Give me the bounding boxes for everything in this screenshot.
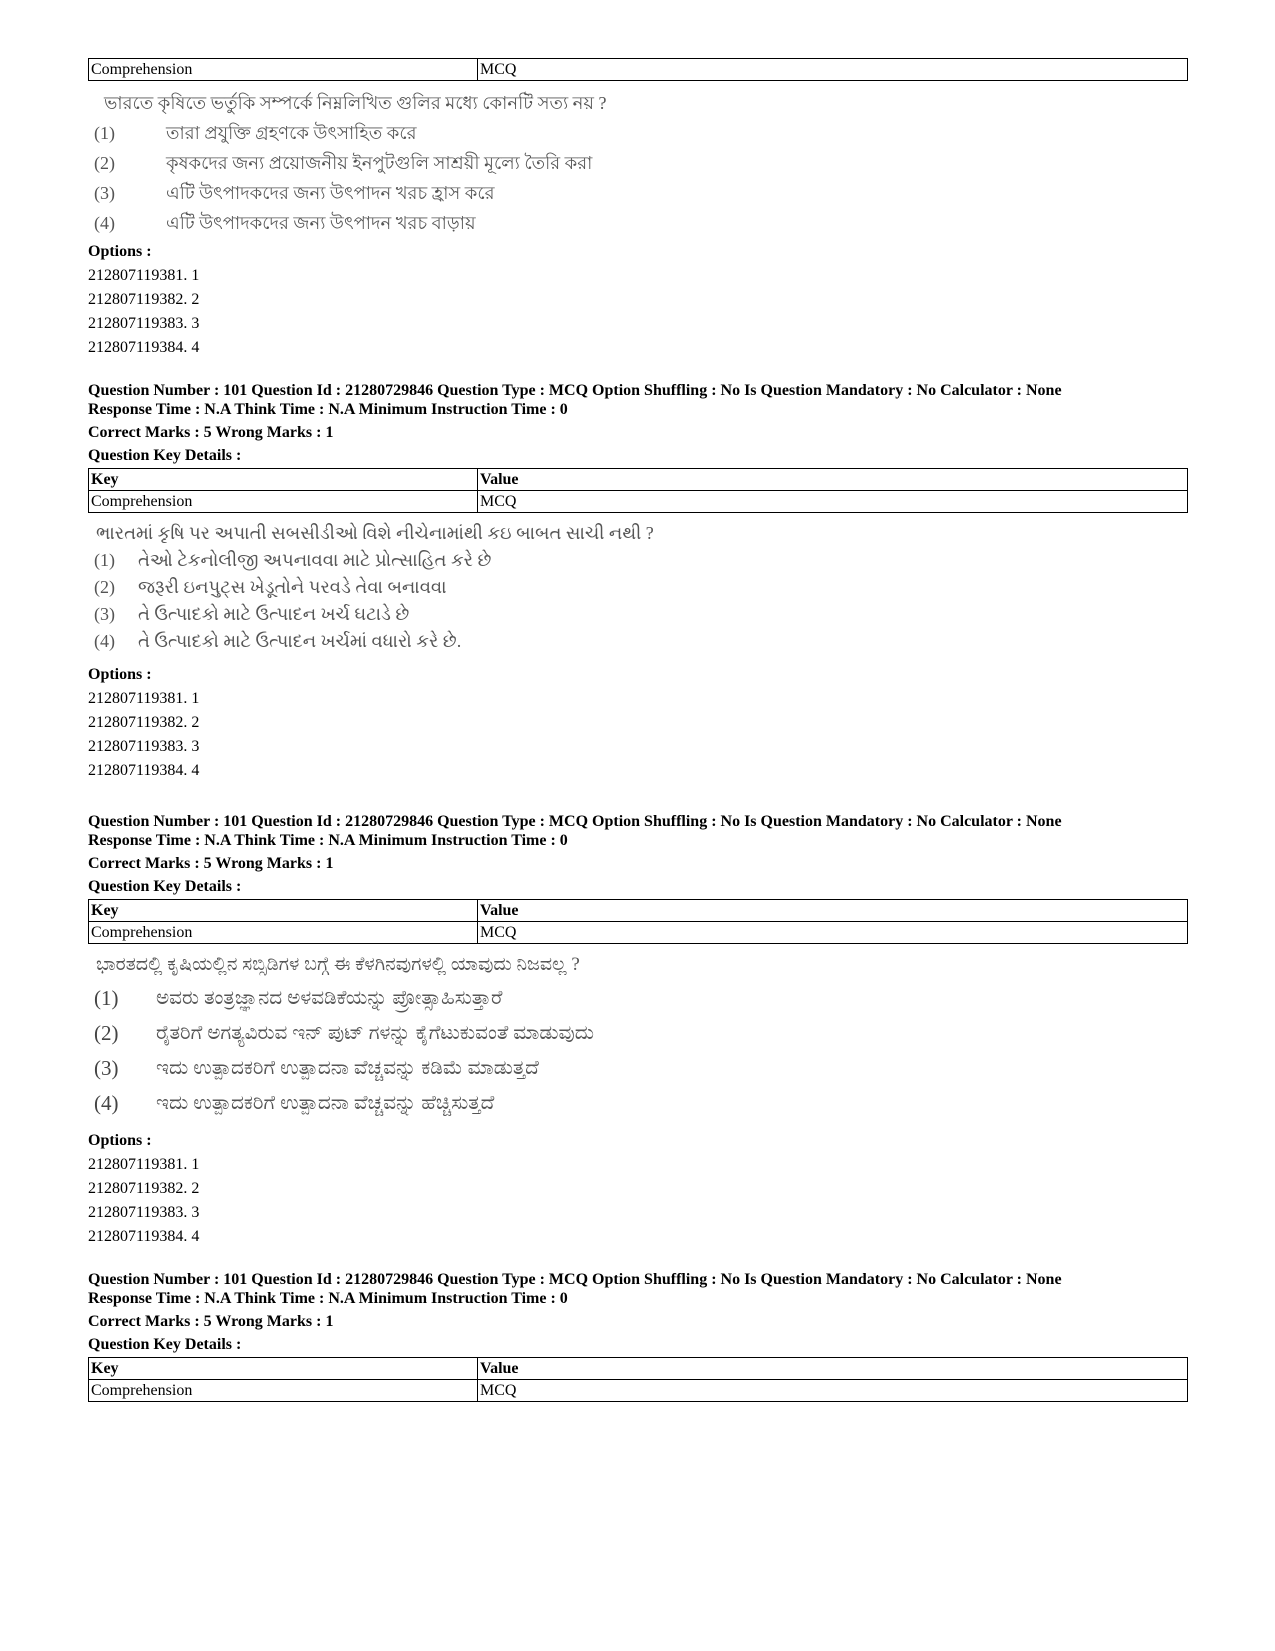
question-option bbox=[88, 981, 1188, 1016]
question-option bbox=[88, 1016, 1188, 1051]
option-number: (2) bbox=[94, 577, 115, 597]
question-text: ভারতে কৃষিতে ভর্তুকি সম্পর্কে নিম্নলিখিত গুলির মধ্যে কোনটি সত্য নয় ? bbox=[104, 93, 607, 113]
option-text: তারা প্রযুক্তি গ্রহণকে উৎসাহিত করে bbox=[166, 123, 417, 143]
table-row bbox=[89, 1380, 1188, 1402]
question-image bbox=[88, 88, 1188, 238]
key-header: Key bbox=[89, 900, 478, 922]
options-label: Options : bbox=[88, 1132, 152, 1149]
key-details-table bbox=[88, 1357, 1188, 1402]
key-cell: Comprehension bbox=[89, 922, 478, 944]
option-text: এটি উৎপাদকদের জন্য উৎপাদন খরচ বাড়ায় bbox=[166, 213, 476, 233]
question-option bbox=[88, 1051, 1188, 1086]
option-line: 212807119383. 3 bbox=[88, 738, 200, 755]
option-number: (1) bbox=[94, 550, 115, 570]
option-text: কৃষকদের জন্য প্রয়োজনীয় ইনপুটগুলি সাশ্রয়ী মূল্যে তৈরি করা bbox=[166, 153, 593, 173]
table-header-row bbox=[89, 900, 1188, 922]
value-header: Value bbox=[478, 900, 1188, 922]
question-meta-line: Question Number : 101 Question Id : 21280729846 Question Type : MCQ Option Shuffling : No Is Question Mandatory : No Calculator : None bbox=[88, 382, 1062, 399]
option-text: ಇದು ಉತ್ಪಾದಕರಿಗೆ ಉತ್ಪಾದನಾ ವೆಚ್ಚವನ್ನು ಕಡಿಮೆ ಮಾಡುತ್ತದೆ bbox=[156, 1057, 539, 1079]
question-block-3 bbox=[88, 1270, 1188, 1402]
question-block-0 bbox=[88, 58, 1188, 360]
question-image bbox=[88, 519, 1188, 655]
option-line: 212807119384. 4 bbox=[88, 762, 200, 779]
option-line: 212807119382. 2 bbox=[88, 1180, 200, 1197]
option-line: 212807119384. 4 bbox=[88, 339, 200, 356]
option-number: (2) bbox=[94, 153, 115, 173]
option-number: (3) bbox=[94, 1056, 119, 1080]
option-number: (3) bbox=[94, 604, 115, 624]
question-option bbox=[88, 148, 1188, 178]
options-label: Options : bbox=[88, 666, 152, 683]
value-header: Value bbox=[478, 1358, 1188, 1380]
option-number: (1) bbox=[94, 986, 119, 1010]
table-row bbox=[89, 59, 1188, 81]
table-header-row bbox=[89, 469, 1188, 491]
question-meta-line: Response Time : N.A Think Time : N.A Minimum Instruction Time : 0 bbox=[88, 401, 568, 418]
key-details-table bbox=[88, 899, 1188, 944]
question-block-2 bbox=[88, 812, 1188, 1249]
table-header-row bbox=[89, 1358, 1188, 1380]
question-option bbox=[88, 118, 1188, 148]
option-text: તે ઉત્પાદકો માટે ઉત્પાદન ખર્ચમાં વધારો કરે છે. bbox=[138, 631, 462, 651]
value-cell: MCQ bbox=[478, 491, 1188, 513]
option-number: (1) bbox=[94, 123, 115, 143]
option-text: এটি উৎপাদকদের জন্য উৎপাদন খরচ হ্রাস করে bbox=[166, 183, 495, 203]
question-option bbox=[88, 208, 1188, 238]
question-meta-line: Question Number : 101 Question Id : 21280729846 Question Type : MCQ Option Shuffling : No Is Question Mandatory : No Calculator : None bbox=[88, 1271, 1062, 1288]
option-line: 212807119381. 1 bbox=[88, 267, 200, 284]
option-number: (3) bbox=[94, 183, 115, 203]
value-cell: MCQ bbox=[478, 1380, 1188, 1402]
question-meta-line: Response Time : N.A Think Time : N.A Minimum Instruction Time : 0 bbox=[88, 832, 568, 849]
key-details-label: Question Key Details : bbox=[88, 1336, 242, 1353]
options-label: Options : bbox=[88, 243, 152, 260]
question-option bbox=[88, 601, 1188, 628]
question-image bbox=[88, 949, 1188, 1121]
option-text: તે ઉત્પાદકો માટે ઉત્પાદન ખર્ચ ઘટાડે છે bbox=[138, 604, 410, 624]
option-number: (4) bbox=[94, 213, 115, 233]
option-text: ರೈತರಿಗೆ ಅಗತ್ಯವಿರುವ ಇನ್ ಪುಟ್ ಗಳನ್ನು ಕೈಗೆಟುಕುವಂತೆ ಮಾಡುವುದು bbox=[156, 1022, 595, 1044]
option-line: 212807119382. 2 bbox=[88, 291, 200, 308]
option-text: ಇದು ಉತ್ಪಾದಕರಿಗೆ ಉತ್ಪಾದನಾ ವೆಚ್ಚವನ್ನು ಹೆಚ್ಚಿಸುತ್ತದೆ bbox=[156, 1092, 495, 1114]
key-details-table bbox=[88, 468, 1188, 513]
option-text: જરૂરી ઇનપુટ્સ ખેડૂતોને પરવડે તેવા બનાવવા bbox=[138, 577, 447, 597]
question-block-1 bbox=[88, 381, 1188, 783]
option-number: (4) bbox=[94, 1091, 119, 1115]
question-meta-line: Question Number : 101 Question Id : 21280729846 Question Type : MCQ Option Shuffling : No Is Question Mandatory : No Calculator : None bbox=[88, 813, 1062, 830]
option-line: 212807119381. 1 bbox=[88, 690, 200, 707]
question-option bbox=[88, 628, 1188, 655]
key-cell: Comprehension bbox=[89, 491, 478, 513]
table-row bbox=[89, 922, 1188, 944]
value-cell: MCQ bbox=[478, 59, 1188, 81]
key-details-label: Question Key Details : bbox=[88, 447, 242, 464]
question-option bbox=[88, 574, 1188, 601]
marks-line: Correct Marks : 5 Wrong Marks : 1 bbox=[88, 424, 334, 441]
value-header: Value bbox=[478, 469, 1188, 491]
option-text: ಅವರು ತಂತ್ರಜ್ಞಾನದ ಅಳವಡಿಕೆಯನ್ನು ಪ್ರೋತ್ಸಾಹಿಸುತ್ತಾರೆ bbox=[156, 987, 503, 1009]
option-line: 212807119383. 3 bbox=[88, 1204, 200, 1221]
question-text: ભારતમાં કૃષિ પર અપાતી સબસીડીઓ વિશે નીચેનામાંથી કઇ બાબત સાચી નથી ? bbox=[96, 523, 654, 543]
question-meta-line: Response Time : N.A Think Time : N.A Minimum Instruction Time : 0 bbox=[88, 1290, 568, 1307]
key-cell: Comprehension bbox=[89, 1380, 478, 1402]
key-cell: Comprehension bbox=[89, 59, 478, 81]
key-header: Key bbox=[89, 1358, 478, 1380]
option-text: તેઓ ટેકનોલીજી અપનાવવા માટે પ્રોત્સાહિત કરે છે bbox=[138, 550, 492, 570]
option-line: 212807119382. 2 bbox=[88, 714, 200, 731]
question-option bbox=[88, 178, 1188, 208]
option-number: (2) bbox=[94, 1021, 119, 1045]
option-line: 212807119384. 4 bbox=[88, 1228, 200, 1245]
option-line: 212807119381. 1 bbox=[88, 1156, 200, 1173]
marks-line: Correct Marks : 5 Wrong Marks : 1 bbox=[88, 1313, 334, 1330]
key-header: Key bbox=[89, 469, 478, 491]
option-number: (4) bbox=[94, 631, 115, 651]
option-line: 212807119383. 3 bbox=[88, 315, 200, 332]
question-option bbox=[88, 547, 1188, 574]
question-option bbox=[88, 1086, 1188, 1121]
key-details-label: Question Key Details : bbox=[88, 878, 242, 895]
marks-line: Correct Marks : 5 Wrong Marks : 1 bbox=[88, 855, 334, 872]
value-cell: MCQ bbox=[478, 922, 1188, 944]
key-details-table bbox=[88, 58, 1188, 81]
table-row bbox=[89, 491, 1188, 513]
question-text: ಭಾರತದಲ್ಲಿ ಕೃಷಿಯಲ್ಲಿನ ಸಬ್ಸಿಡಿಗಳ ಬಗ್ಗೆ ಈ ಕೆಳಗಿನವುಗಳಲ್ಲಿ ಯಾವುದು ನಿಜವಲ್ಲ ? bbox=[96, 954, 580, 975]
